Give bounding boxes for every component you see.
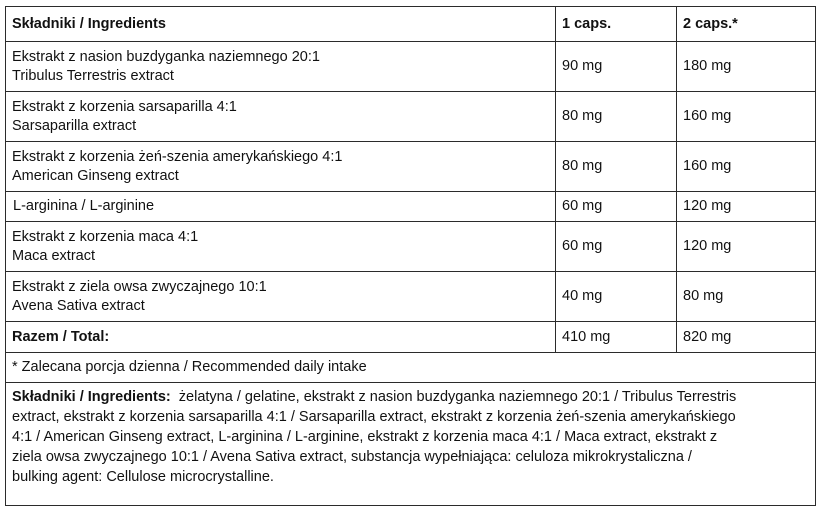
table-row [6, 142, 816, 192]
header-row [6, 7, 816, 42]
amount-1-caps: 80 mg [556, 142, 677, 192]
ingredient-name-single: L-arginina / L-arginine [13, 198, 155, 214]
amount-2-caps: 180 mg [677, 42, 816, 92]
ingredient-name [6, 92, 556, 142]
total-2-caps: 820 mg [677, 322, 816, 353]
ingredient-name-pl: Ekstrakt z korzenia sarsaparilla 4:1 [12, 98, 237, 115]
header-1-caps: 1 caps. [556, 7, 677, 42]
ingredients-line: 4:1 / American Ginseng extract, L-arginina / L-arginine, ekstrakt z korzenia maca 4:1 / Maca extract, ekstrakt z [12, 429, 718, 445]
amount-1-caps: 40 mg [556, 272, 677, 322]
ingredient-name [6, 272, 556, 322]
daily-intake-note: * Zalecana porcja dzienna / Recommended daily intake [6, 353, 816, 383]
ingredient-name-pl: Ekstrakt z korzenia żeń-szenia amerykańskiego 4:1 [12, 148, 343, 165]
ingredient-name-en: Avena Sativa extract [12, 297, 145, 314]
ingredient-name [6, 222, 556, 272]
ingredients-list-label: Składniki / Ingredients: [12, 389, 171, 405]
ingredients-line: extract, ekstrakt z korzenia sarsaparilla 4:1 / Sarsaparilla extract, ekstrakt z korzenia żeń-szenia amerykańskiego [12, 409, 736, 425]
amount-1-caps: 60 mg [556, 192, 677, 222]
amount-2-caps: 120 mg [677, 222, 816, 272]
amount-1-caps: 90 mg [556, 42, 677, 92]
ingredient-name-en: Tribulus Terrestris extract [12, 67, 174, 84]
ingredient-name [6, 192, 556, 222]
ingredient-name-en: American Ginseng extract [12, 167, 179, 184]
table-row [6, 272, 816, 322]
total-1-caps: 410 mg [556, 322, 677, 353]
ingredient-name-en: Maca extract [12, 247, 95, 264]
ingredients-line: ziela owsa zwyczajnego 10:1 / Avena Sativa extract, substancja wypełniająca: celuloza mikrokrystaliczna / [12, 449, 692, 465]
header-ingredients: Składniki / Ingredients [6, 7, 556, 42]
total-row [6, 322, 816, 353]
ingredient-name [6, 142, 556, 192]
amount-2-caps: 80 mg [677, 272, 816, 322]
table-row [6, 192, 816, 222]
table-row [6, 222, 816, 272]
ingredient-name-en: Sarsaparilla extract [12, 117, 137, 134]
ingredients-table [5, 6, 816, 506]
note-row [6, 353, 816, 383]
ingredient-name [6, 42, 556, 92]
table-row [6, 92, 816, 142]
amount-1-caps: 80 mg [556, 92, 677, 142]
amount-1-caps: 60 mg [556, 222, 677, 272]
ingredient-name-pl: Ekstrakt z nasion buzdyganka naziemnego 20:1 [12, 48, 320, 65]
total-label: Razem / Total: [6, 322, 556, 353]
ingredients-line: żelatyna / gelatine, ekstrakt z nasion buzdyganka naziemnego 20:1 / Tribulus Terrestris [170, 389, 737, 405]
amount-2-caps: 160 mg [677, 142, 816, 192]
ingredients-list [6, 383, 816, 506]
ingredients-list-row [6, 383, 816, 506]
table-row [6, 42, 816, 92]
ingredient-name-pl: Ekstrakt z ziela owsa zwyczajnego 10:1 [12, 278, 267, 295]
amount-2-caps: 160 mg [677, 92, 816, 142]
amount-2-caps: 120 mg [677, 192, 816, 222]
header-2-caps: 2 caps.* [677, 7, 816, 42]
ingredient-name-pl: Ekstrakt z korzenia maca 4:1 [12, 228, 199, 245]
ingredients-line: bulking agent: Cellulose microcrystalline. [12, 469, 274, 485]
